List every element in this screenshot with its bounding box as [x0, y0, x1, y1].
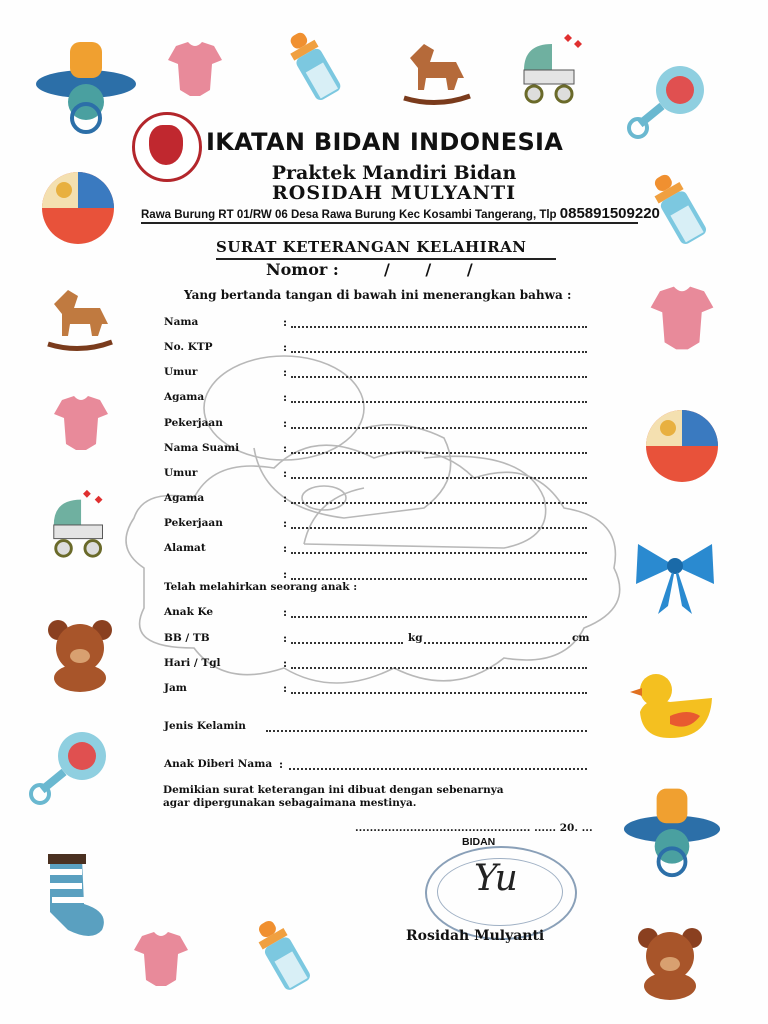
- field-input-umur-suami[interactable]: [291, 477, 587, 479]
- midwife-name: ROSIDAH MULYANTI: [272, 182, 516, 204]
- onesie-icon: [130, 928, 192, 990]
- date-line: ................................................ ...... 20. ...: [355, 822, 593, 834]
- practice-title: Praktek Mandiri Bidan: [271, 162, 517, 184]
- birth-section-label: Telah melahirkan seorang anak :: [164, 581, 358, 593]
- pacifier-icon: [622, 782, 722, 878]
- phone-number: 085891509220: [559, 205, 660, 222]
- field-input-agama[interactable]: [291, 401, 587, 403]
- colon: :: [283, 568, 288, 581]
- signer-name: Rosidah Mulyanti: [406, 928, 545, 944]
- document-title: SURAT KETERANGAN KELAHIRAN: [216, 238, 527, 256]
- sock-icon: [40, 852, 114, 942]
- field-input-tb[interactable]: [424, 642, 570, 644]
- field-input-bb[interactable]: [291, 642, 403, 644]
- cm-unit: cm: [572, 632, 590, 644]
- field-input-agama-suami[interactable]: [291, 502, 587, 504]
- colon: :: [283, 366, 288, 379]
- header-divider: [141, 222, 638, 224]
- field-input-nama[interactable]: [291, 326, 587, 328]
- signature: Yu: [474, 858, 518, 899]
- field-label-nama-suami: Nama Suami: [164, 442, 240, 454]
- baby-bottle-icon: [282, 26, 352, 106]
- teddy-bear-icon: [626, 922, 714, 1002]
- field-input-umur[interactable]: [291, 376, 587, 378]
- field-input-anak-diberi-nama[interactable]: [289, 768, 587, 770]
- field-label-alamat: Alamat: [164, 542, 206, 554]
- colon: :: [283, 657, 288, 670]
- field-input-jenis-kelamin[interactable]: [266, 730, 587, 732]
- field-label-jenis-kelamin: Jenis Kelamin: [164, 720, 246, 732]
- stroller-icon: [516, 30, 594, 108]
- colon: :: [283, 316, 288, 329]
- field-label-pekerjaan-suami: Pekerjaan: [164, 517, 223, 529]
- rocking-horse-icon: [400, 38, 474, 106]
- colon: :: [283, 467, 288, 480]
- colon: :: [283, 442, 288, 455]
- field-label-anak-ke: Anak Ke: [164, 606, 214, 618]
- role-label: BIDAN: [462, 836, 496, 848]
- onesie-icon: [646, 280, 718, 356]
- colon: :: [283, 492, 288, 505]
- field-label-umur: Umur: [164, 366, 198, 378]
- field-label-nama: Nama: [164, 316, 199, 328]
- field-input-pekerjaan[interactable]: [291, 427, 587, 429]
- number-slashes: / / /: [384, 260, 473, 279]
- number-label: Nomor :: [266, 260, 339, 279]
- closing-statement: [163, 784, 504, 810]
- field-label-agama-suami: Agama: [164, 492, 205, 504]
- field-input-pekerjaan-suami[interactable]: [291, 527, 587, 529]
- rattle-icon: [626, 62, 712, 142]
- field-label-hari-tgl: Hari / Tgl: [164, 657, 221, 669]
- field-input-jam[interactable]: [291, 692, 587, 694]
- field-input-nama-suami[interactable]: [291, 452, 587, 454]
- rattle-icon: [28, 728, 114, 808]
- colon: :: [283, 632, 288, 645]
- address-text: Rawa Burung RT 01/RW 06 Desa Rawa Burung Kec Kosambi Tangerang, Tlp: [141, 209, 557, 221]
- field-input-anak-ke[interactable]: [291, 616, 587, 618]
- colon: :: [283, 417, 288, 430]
- field-label-anak-diberi-nama: Anak Diberi Nama: [164, 758, 273, 770]
- field-input-alamat[interactable]: [291, 552, 587, 554]
- colon: :: [283, 542, 288, 555]
- colon: :: [283, 517, 288, 530]
- pacifier-icon: [34, 36, 138, 134]
- colon: :: [279, 758, 284, 771]
- intro-text: Yang bertanda tangan di bawah ini menerangkan bahwa :: [184, 288, 572, 302]
- field-input-no-ktp[interactable]: [291, 351, 587, 353]
- rocking-horse-icon: [44, 284, 116, 352]
- field-label-agama: Agama: [164, 391, 205, 403]
- kg-unit: kg: [408, 632, 423, 644]
- bow-icon: [632, 536, 718, 618]
- field-label-pekerjaan: Pekerjaan: [164, 417, 223, 429]
- field-input-hari-tgl[interactable]: [291, 667, 587, 669]
- closing-line-2: agar dipergunakan sebagaimana mestinya.: [163, 797, 417, 809]
- field-label-umur-suami: Umur: [164, 467, 198, 479]
- baby-bottle-icon: [250, 914, 322, 996]
- address-line: [141, 205, 660, 222]
- field-input-alamat-2[interactable]: [291, 578, 587, 580]
- colon: :: [283, 606, 288, 619]
- colon: :: [283, 341, 288, 354]
- onesie-icon: [164, 38, 226, 100]
- field-label-bb-tb: BB / TB: [164, 632, 210, 644]
- beach-ball-icon: [644, 408, 720, 484]
- onesie-icon: [50, 392, 112, 454]
- colon: :: [283, 391, 288, 404]
- organization-name: IKATAN BIDAN INDONESIA: [206, 128, 564, 156]
- field-label-jam: Jam: [164, 682, 187, 694]
- field-label-no-ktp: No. KTP: [164, 341, 213, 353]
- colon: :: [283, 682, 288, 695]
- closing-line-1: Demikian surat keterangan ini dibuat dengan sebenarnya: [163, 784, 504, 796]
